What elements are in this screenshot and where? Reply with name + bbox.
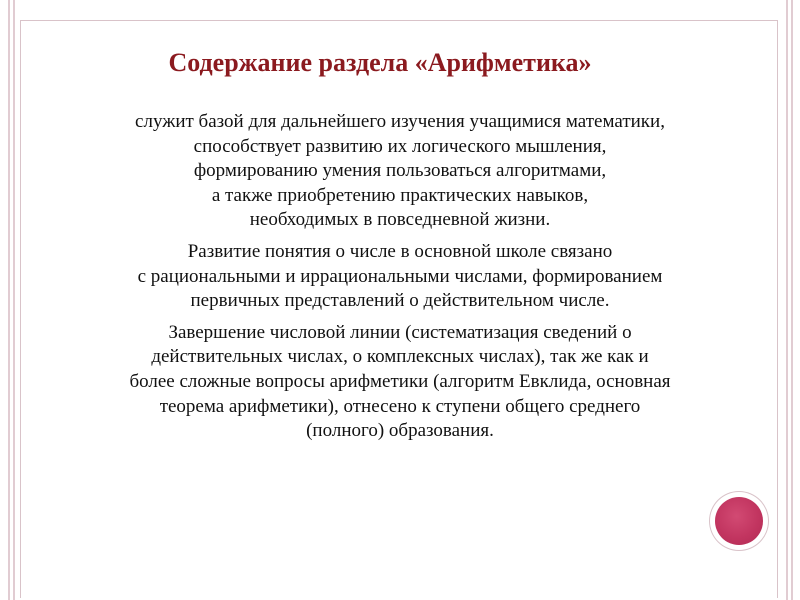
text-line: служит базой для дальнейшего изучения учащимися математики,	[135, 111, 665, 132]
text-line: более сложные вопросы арифметики (алгоритм Евклида, основная	[129, 370, 671, 392]
decorative-circle	[715, 497, 763, 545]
text-line: (полного) образования.	[306, 420, 494, 442]
text-line: формированию умения пользоваться алгоритмами,	[193, 160, 607, 182]
paragraph-arithmetic-role	[28, 110, 772, 233]
text-line: а также приобретению практических навыков,	[211, 184, 589, 206]
right-decorative-rail-inner	[786, 0, 788, 600]
text-line: способствует развитию их логического мышления,	[193, 135, 607, 157]
left-decorative-rail-inner	[13, 0, 15, 600]
left-decorative-rail-outer	[8, 0, 10, 600]
text-line: теорема арифметики), отнесено к ступени общего среднего	[159, 395, 641, 417]
text-line: необходимых в повседневной жизни.	[249, 209, 551, 231]
text-line: действительных числах, о комплексных числах), так же как и	[151, 346, 649, 368]
text-line: первичных представлений о действительном числе.	[190, 290, 610, 312]
slide-title: Содержание раздела «Арифметика»	[168, 48, 592, 77]
text-line: Развитие понятия о числе в основной школе связано	[187, 240, 613, 262]
paragraph-number-concept	[28, 240, 772, 314]
slide-body	[28, 110, 772, 451]
text-line: Завершение числовой линии (систематизация сведений о	[168, 321, 632, 343]
paragraph-number-line-completion	[28, 321, 772, 444]
text-line: с рациональными и иррациональными числами, формированием	[137, 265, 663, 287]
right-decorative-rail-outer	[791, 0, 793, 600]
